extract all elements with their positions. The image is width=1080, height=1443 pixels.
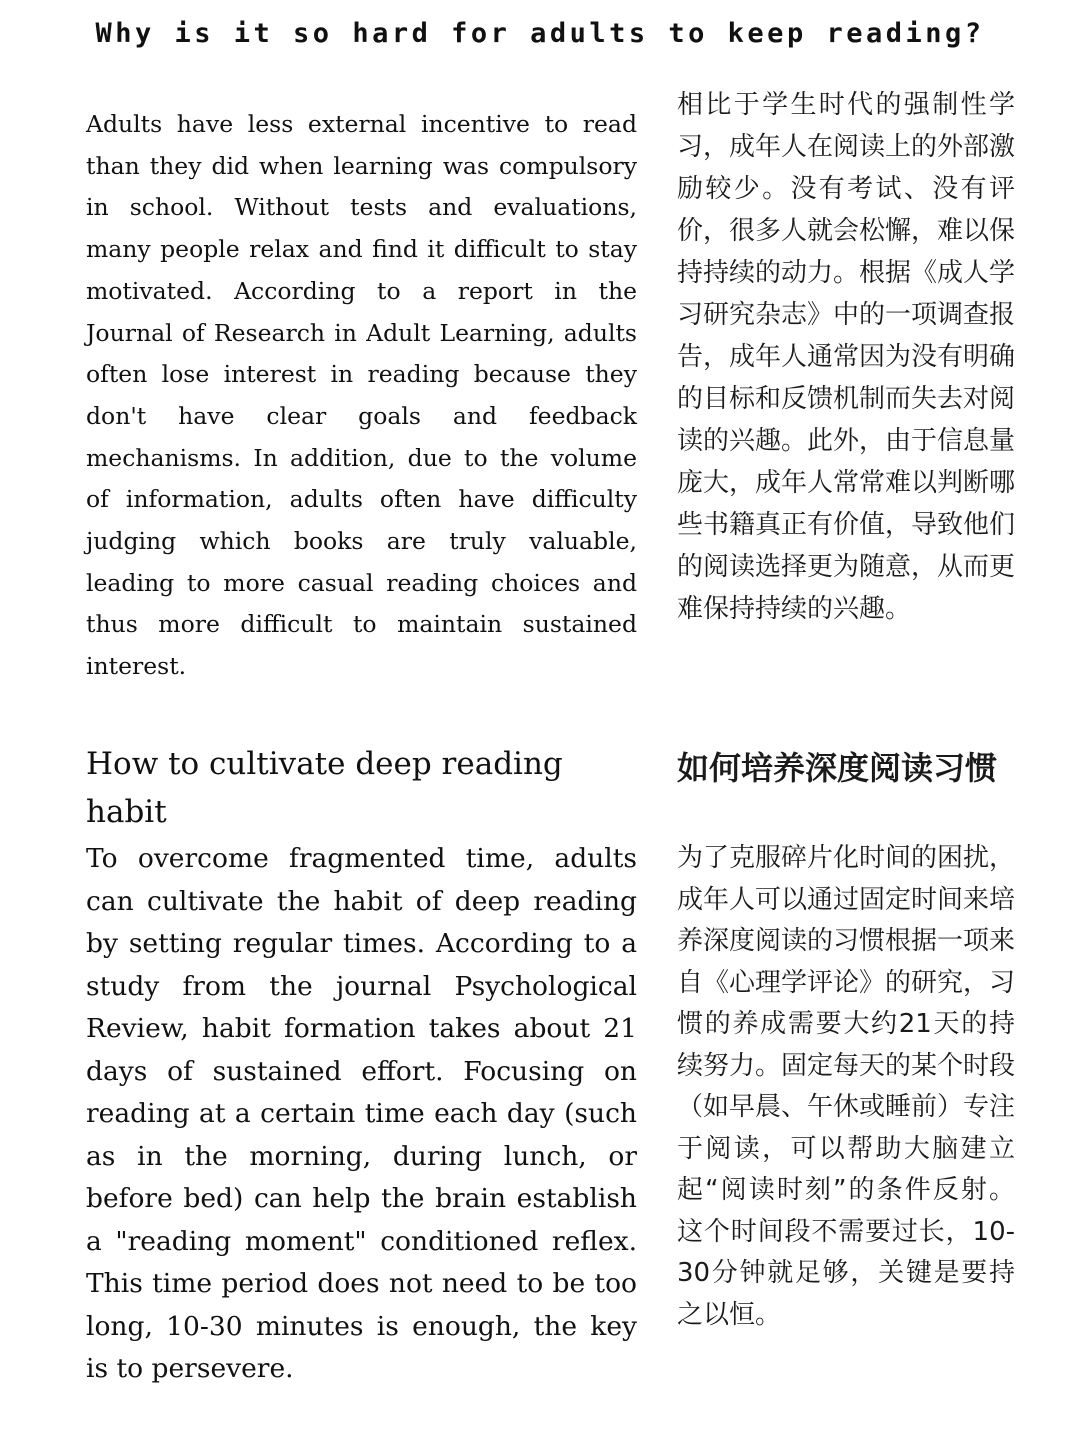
chinese-paragraph-why-hard: 相比于学生时代的强制性学习，成年人在阅读上的外部激励较少。没有考试、没有评价，很多人就会松懈，难以保持持续的动力。根据《成人学习研究杂志》中的一项调查报告，成年人通常因为没有明确的目标和反馈机制而失去对阅读的兴趣。此外，由于信息量庞大，成年人常常难以判断哪些书籍真正有价值，导致他们的阅读选择更为随意，从而更难保持持续的兴趣。 (677, 90, 1016, 624)
english-heading-cultivate-habit: How to cultivate deep reading habit (86, 746, 563, 830)
english-paragraph-cultivate-habit: To overcome fragmented time, adults can cultivate the habit of deep reading by setting regular times. According to a study from the journal Psychological Review, habit formation takes about 21 days of sustained effort. Focusing on reading at a certain time each day (such as in the morning, during lunch, or before bed) can help the brain establish a "reading moment" conditioned reflex. This time period does not need to be too long, 10-30 minutes is enough, the key is to persevere. (86, 843, 637, 1384)
chinese-paragraph-cultivate-habit: 为了克服碎片化时间的困扰，成年人可以通过固定时间来培养深度阅读的习惯根据一项来自《心理学评论》的研究，习惯的养成需要大约21天的持续努力。固定每天的某个时段（如早晨、午休或睡前）专注于阅读，可以帮助大脑建立起“阅读时刻”的条件反射。这个时间段不需要过长，10-30分钟就足够，关键是要持之以恒。 (677, 843, 1016, 1330)
page-title: Why is it so hard for adults to keep reading? (95, 18, 985, 49)
chinese-heading-cultivate-habit: 如何培养深度阅读习惯 (677, 749, 998, 787)
english-paragraph-why-hard: Adults have less external incentive to read than they did when learning was compulsory in school. Without tests and evaluations, many people relax and find it difficult to stay motivated. According to a report in the Journal of Research in Adult Learning, adults often lose interest in reading because they don't have clear goals and feedback mechanisms. In addition, due to the volume of information, adults often have difficulty judging which books are truly valuable, leading to more casual reading choices and thus more difficult to maintain sustained interest. (86, 110, 637, 681)
